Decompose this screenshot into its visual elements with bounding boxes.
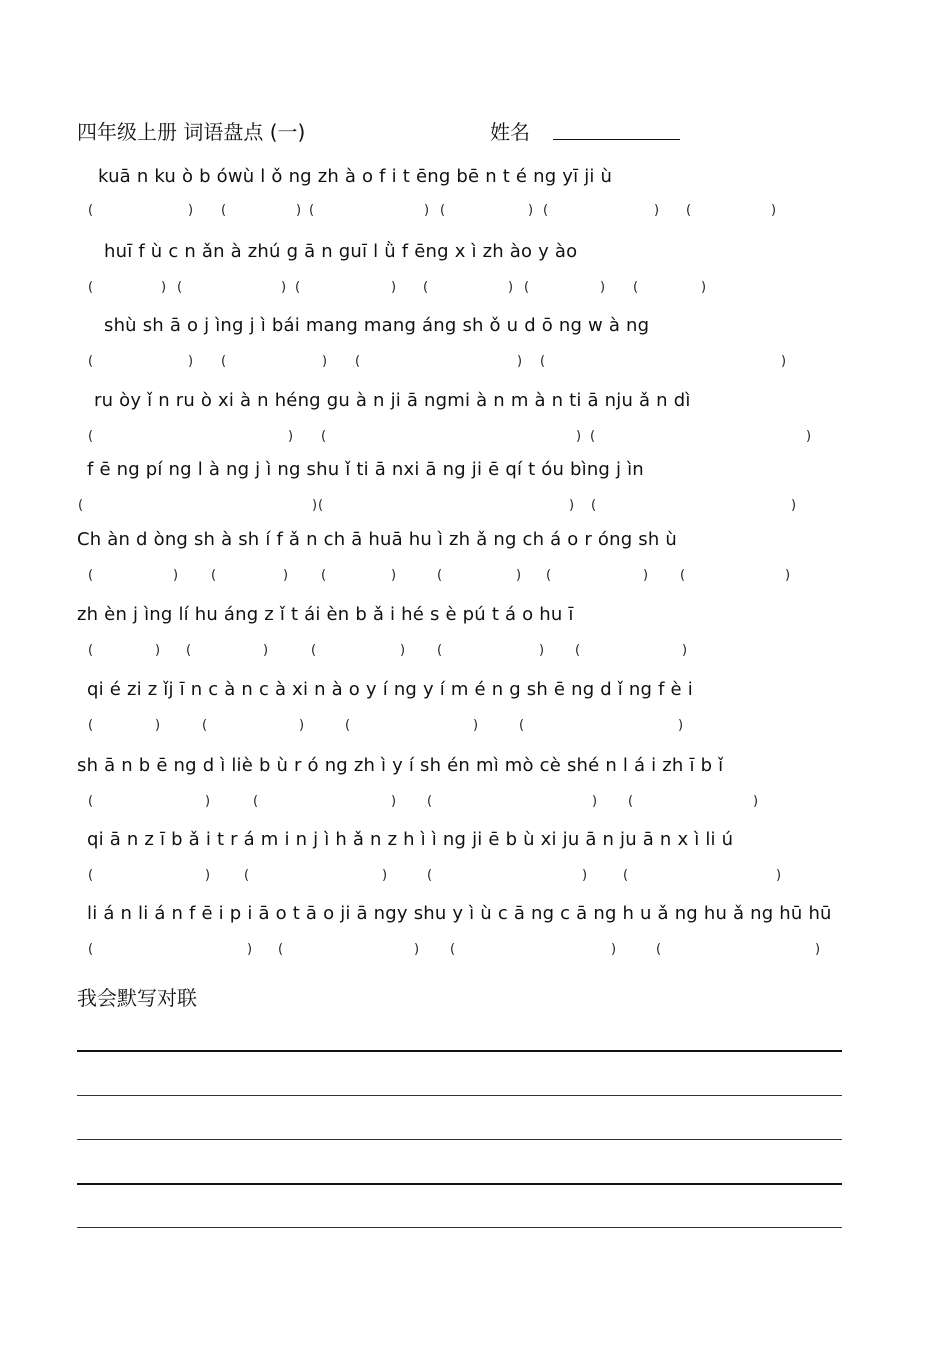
answer-paren-open: ( bbox=[221, 203, 227, 218]
pinyin-line: Ch àn d òng sh à sh í f ǎ n ch ā huā hu ì zh ǎ ng ch á o r óng sh ù bbox=[77, 529, 678, 550]
answer-paren-close: ) bbox=[382, 868, 388, 883]
answer-paren-close: ) bbox=[815, 942, 821, 957]
pinyin-line: ru òy ǐ n ru ò xi à n héng gu à n ji ā ngmi à n m à n ti ā nju ǎ n dì bbox=[94, 390, 691, 411]
answer-line[interactable] bbox=[77, 1183, 842, 1185]
answer-paren-close: ) bbox=[517, 354, 523, 369]
answer-paren-close: ) bbox=[205, 794, 211, 809]
answer-paren-close: ) bbox=[322, 354, 328, 369]
answer-paren-open: ( bbox=[253, 794, 259, 809]
answer-paren-close: ) bbox=[592, 794, 598, 809]
answer-paren-close: ) bbox=[263, 643, 269, 658]
answer-paren-open: ( bbox=[88, 794, 94, 809]
answer-paren-close: ) bbox=[391, 280, 397, 295]
pinyin-line: zh èn j ìng lí hu áng z ǐ t ái èn b ǎ i hé s è pú t á o hu ī bbox=[77, 604, 574, 625]
name-blank-line[interactable] bbox=[553, 139, 680, 140]
answer-paren-close: ) bbox=[806, 429, 812, 444]
answer-paren-open: ( bbox=[633, 280, 639, 295]
name-label: 姓名 bbox=[490, 120, 530, 144]
answer-paren-open: ( bbox=[524, 280, 530, 295]
answer-paren-open: ( bbox=[88, 429, 94, 444]
answer-paren-open: ( bbox=[656, 942, 662, 957]
answer-paren-close: ) bbox=[678, 718, 684, 733]
answer-paren-close: ) bbox=[296, 203, 302, 218]
answer-paren-close: ) bbox=[188, 203, 194, 218]
answer-line[interactable] bbox=[77, 1227, 842, 1228]
answer-paren-close: ) bbox=[776, 868, 782, 883]
answer-paren-open: ( bbox=[211, 568, 217, 583]
answer-paren-close: ) bbox=[654, 203, 660, 218]
answer-paren-open: ( bbox=[427, 868, 433, 883]
section-title: 我会默写对联 bbox=[77, 986, 197, 1010]
answer-paren-open: ( bbox=[78, 498, 84, 513]
answer-paren-close: ) bbox=[643, 568, 649, 583]
answer-paren-close: ) bbox=[781, 354, 787, 369]
answer-paren-close: ) bbox=[611, 942, 617, 957]
answer-paren-open: ( bbox=[427, 794, 433, 809]
answer-paren-open: ( bbox=[519, 718, 525, 733]
answer-paren-close: ) bbox=[785, 568, 791, 583]
answer-paren-close: ) bbox=[155, 643, 161, 658]
answer-paren-open: ( bbox=[88, 280, 94, 295]
answer-paren-close: ) bbox=[516, 568, 522, 583]
answer-paren-open: ( bbox=[88, 718, 94, 733]
answer-paren-close: ) bbox=[283, 568, 289, 583]
answer-paren-close: ) bbox=[205, 868, 211, 883]
answer-paren-close: ) bbox=[424, 203, 430, 218]
answer-paren-open: ( bbox=[311, 643, 317, 658]
pinyin-line: shù sh ā o j ìng j ì bái mang mang áng sh ǒ u d ō ng w à ng bbox=[104, 315, 650, 336]
answer-paren-close: ) bbox=[414, 942, 420, 957]
pinyin-line: f ē ng pí ng l à ng j ì ng shu ǐ ti ā nxi ā ng ji ē qí t óu bìng j ìn bbox=[87, 459, 644, 480]
answer-paren-close: ) bbox=[508, 280, 514, 295]
answer-paren-open: ( bbox=[202, 718, 208, 733]
answer-paren-close: ) bbox=[569, 498, 575, 513]
answer-paren-open: ( bbox=[177, 280, 183, 295]
answer-paren-close: ) bbox=[753, 794, 759, 809]
answer-paren-open: ( bbox=[543, 203, 549, 218]
answer-paren-close: ) bbox=[391, 568, 397, 583]
answer-paren-open: ( bbox=[540, 354, 546, 369]
answer-paren-open: ( bbox=[278, 942, 284, 957]
answer-paren-open: ( bbox=[575, 643, 581, 658]
answer-paren-open: ( bbox=[437, 568, 443, 583]
answer-paren-open: ( bbox=[591, 498, 597, 513]
answer-paren-close: ) bbox=[161, 280, 167, 295]
answer-paren-open: ( bbox=[88, 643, 94, 658]
answer-line[interactable] bbox=[77, 1095, 842, 1096]
answer-paren-close: ) bbox=[299, 718, 305, 733]
pinyin-line: qi é zi z ǐj ī n c à n c à xi n à o y í ng y í m é n g sh ē ng d ǐ ng f è i bbox=[87, 679, 693, 700]
answer-paren-open: ( bbox=[590, 429, 596, 444]
answer-paren-close: ) bbox=[682, 643, 688, 658]
answer-paren-close: ) bbox=[576, 429, 582, 444]
answer-paren-close: ) bbox=[281, 280, 287, 295]
answer-line[interactable] bbox=[77, 1139, 842, 1140]
answer-paren-open: ( bbox=[88, 942, 94, 957]
pinyin-line: li á n li á n f ē i p i ā o t ā o ji ā ngy shu y ì ù c ā ng c ā ng h u ǎ ng hu ǎ ng hū hū bbox=[87, 903, 832, 924]
answer-paren-close: ) bbox=[791, 498, 797, 513]
answer-paren-close: ) bbox=[391, 794, 397, 809]
answer-paren-close: ) bbox=[247, 942, 253, 957]
answer-paren-open: ( bbox=[88, 868, 94, 883]
answer-paren-close: ) bbox=[155, 718, 161, 733]
answer-paren-close: ) bbox=[528, 203, 534, 218]
answer-paren-open: ( bbox=[88, 203, 94, 218]
answer-paren-open: ( bbox=[221, 354, 227, 369]
answer-paren-open: ( bbox=[440, 203, 446, 218]
answer-line[interactable] bbox=[77, 1050, 842, 1052]
pinyin-line: sh ā n b ē ng d ì liè b ù r ó ng zh ì y í sh én mì mò cè shé n l á i zh ī b ǐ bbox=[77, 755, 724, 776]
answer-paren-open: ( bbox=[623, 868, 629, 883]
answer-paren-close: ) bbox=[173, 568, 179, 583]
pinyin-line: kuā n ku ò b ówù l ǒ ng zh à o f i t ēng bē n t é ng yī ji ù bbox=[98, 166, 613, 187]
answer-paren-open: ( bbox=[355, 354, 361, 369]
answer-paren-open: ( bbox=[450, 942, 456, 957]
answer-paren-open: ( bbox=[546, 568, 552, 583]
answer-paren-open: ( bbox=[244, 868, 250, 883]
answer-paren-open: ( bbox=[423, 280, 429, 295]
answer-paren-open: ( bbox=[88, 354, 94, 369]
answer-paren-close: ) bbox=[539, 643, 545, 658]
answer-paren-open: ( bbox=[309, 203, 315, 218]
answer-paren-open: ( bbox=[295, 280, 301, 295]
answer-paren-open: ( bbox=[437, 643, 443, 658]
answer-paren-open: ( bbox=[686, 203, 692, 218]
answer-paren-open: ( bbox=[628, 794, 634, 809]
pinyin-line: qi ā n z ī b ǎ i t r á m i n j ì h ǎ n z h ì ì ng ji ē b ù xi ju ā n ju ā n x ì li ú bbox=[87, 829, 734, 850]
answer-paren-close: ) bbox=[312, 498, 318, 513]
answer-paren-close: ) bbox=[473, 718, 479, 733]
answer-paren-close: ) bbox=[771, 203, 777, 218]
answer-paren-open: ( bbox=[88, 568, 94, 583]
pinyin-line: huī f ù c n ǎn à zhú g ā n guī l ǜ f ēng x ì zh ào y ào bbox=[104, 241, 578, 262]
worksheet-title: 四年级上册 词语盘点 (一) bbox=[77, 120, 306, 144]
answer-paren-open: ( bbox=[345, 718, 351, 733]
answer-paren-open: ( bbox=[321, 429, 327, 444]
answer-paren-open: ( bbox=[321, 568, 327, 583]
answer-paren-open: ( bbox=[318, 498, 324, 513]
answer-paren-close: ) bbox=[188, 354, 194, 369]
answer-paren-open: ( bbox=[186, 643, 192, 658]
answer-paren-close: ) bbox=[600, 280, 606, 295]
answer-paren-close: ) bbox=[582, 868, 588, 883]
answer-paren-close: ) bbox=[701, 280, 707, 295]
answer-paren-close: ) bbox=[400, 643, 406, 658]
answer-paren-open: ( bbox=[680, 568, 686, 583]
answer-paren-close: ) bbox=[288, 429, 294, 444]
